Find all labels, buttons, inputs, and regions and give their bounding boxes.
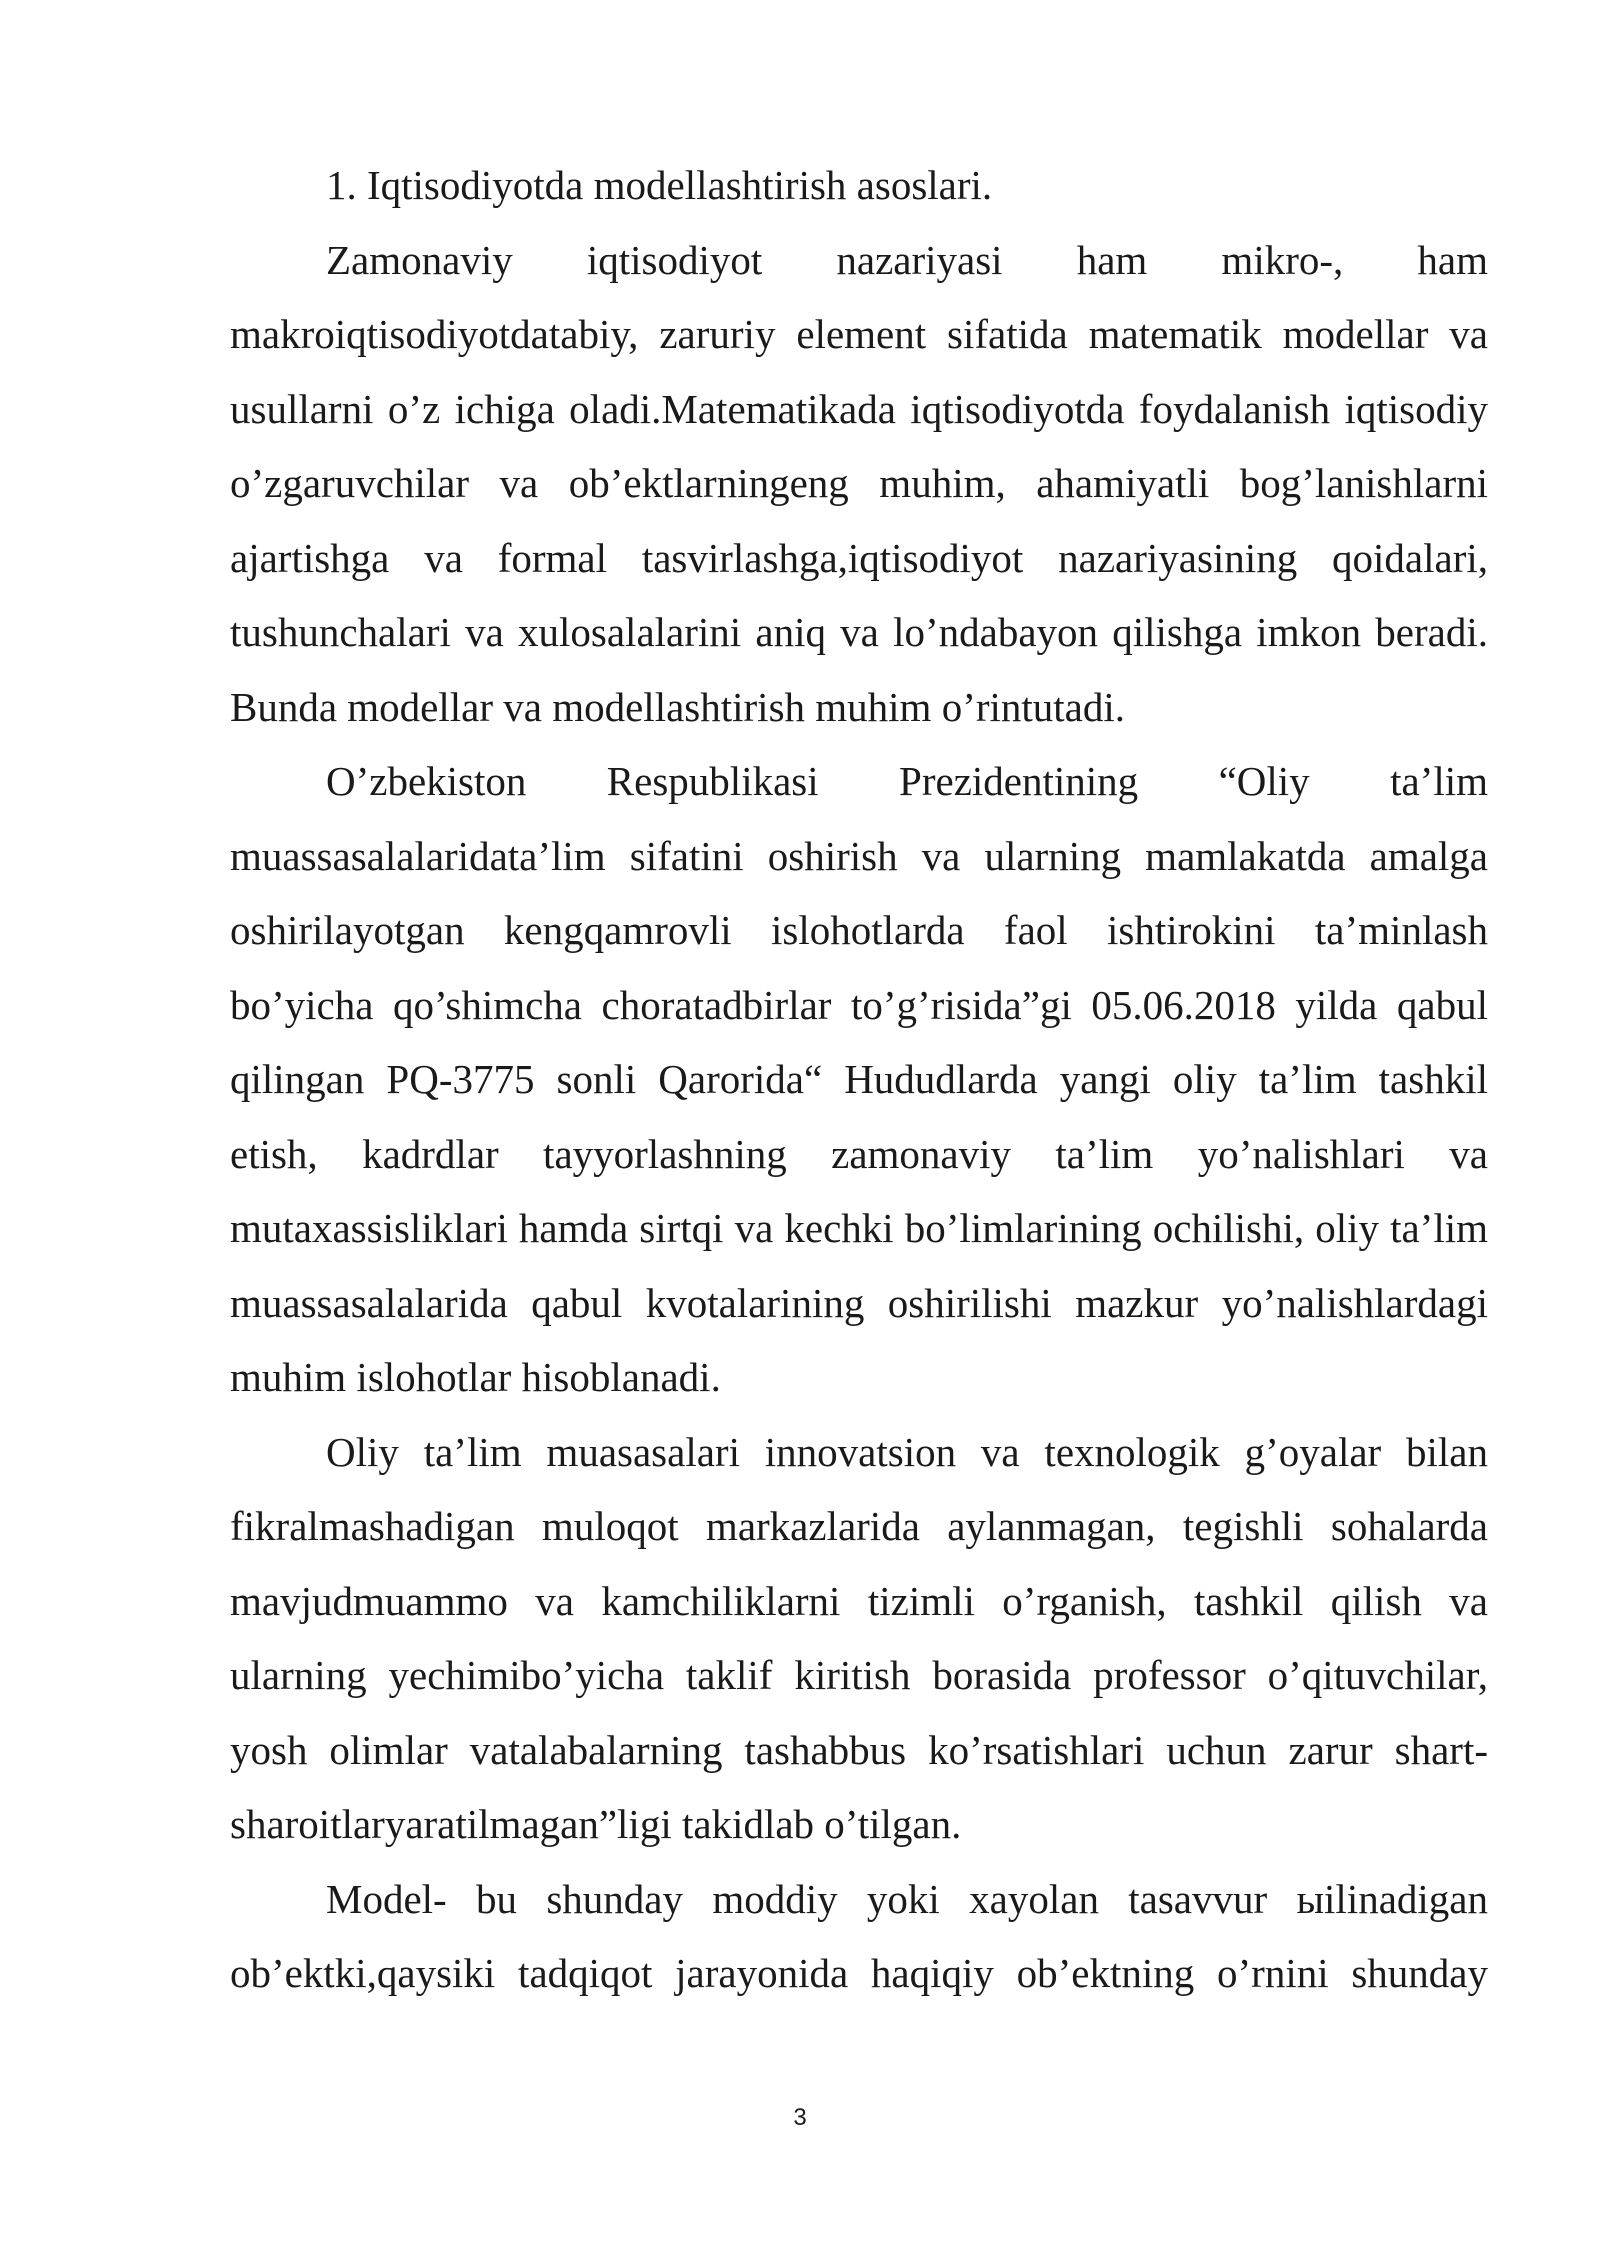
- body-text: [230, 148, 1488, 2011]
- paragraph-model-definition: Model- bu shunday moddiy yoki xayolan tasavvur ыilinadigan ob’ektki,qaysiki tadqiqot jarayonida haqiqiy ob’ektning o’rnini shunday: [230, 1875, 1488, 1996]
- section-heading: 1. Iqtisodiyotda modellashtirish asoslari.: [326, 162, 993, 208]
- paragraph-modern-economics: Zamonaviy iqtisodiyot nazariyasi ham mikro-, ham makroiqtisodiyotdatabiy, zaruriy element sifatida matematik modellar va usullarni o’z ichiga oladi.Matematikada iqtisodiyotda foydalanish iqtisodiy o’zgaruvchilar va ob’ektlarningeng muhim, ahamiyatli bog’lanishlarni ajartishga va formal tasvirlashga,iqtisodiyot nazariyasining qoidalari, tushunchalari va xulosalalarini aniq va lo’ndabayon qilishga imkon beradi. Bunda modellar va modellashtirish muhim o’rintutadi.: [230, 236, 1488, 730]
- page-number: 3: [793, 2104, 807, 2131]
- paragraph-presidential-decree: O’zbekiston Respublikasi Prezidentining “Oliy ta’lim muassasalalaridata’lim sifatini oshirish va ularning mamlakatda amalga oshirilayotgan kengqamrovli islohotlarda faol ishtirokini ta’minlash bo’yicha qo’shimcha choratadbirlar to’g’risida”gi 05.06.2018 yilda qabul qilingan PQ-3775 sonli Qarorida“ Hududlarda yangi oliy ta’lim tashkil etish, kadrdlar tayyorlashning zamonaviy ta’lim yo’nalishlari va mutaxassisliklari hamda sirtqi va kechki bo’limlarining ochilishi, oliy ta’lim muassasalalarida qabul kvotalarining oshirilishi mazkur yo’nalishlardagi muhim islohotlar hisoblanadi.: [230, 758, 1488, 1400]
- paragraph-higher-education: Oliy ta’lim muasasalari innovatsion va texnologik g’oyalar bilan fikralmashadigan muloqot markazlarida aylanmagan, tegishli sohalarda mavjudmuammo va kamchiliklarni tizimli o’rganish, tashkil qilish va ularning yechimibo’yicha taklif kiritish borasida professor o’qituvchilar, yosh olimlar vatalabalarning tashabbus ko’rsatishlari uchun zarur shart-sharoitlaryaratilmagan”ligi takidlab o’tilgan.: [230, 1428, 1488, 1847]
